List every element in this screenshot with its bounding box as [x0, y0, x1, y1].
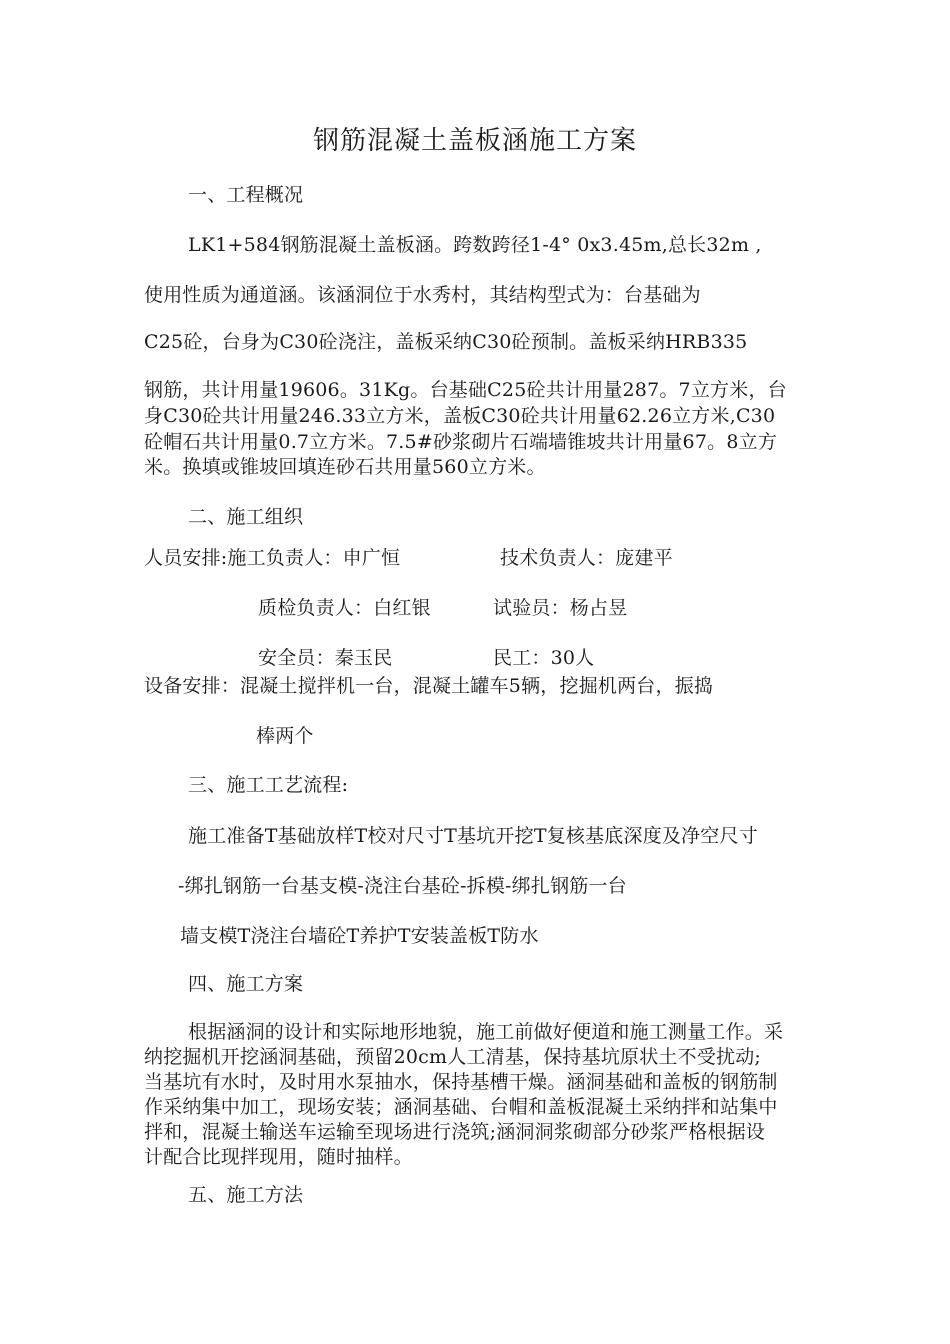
plan-line-5: 拌和，混凝土输送车运输至现场进行浇筑;涵洞洞浆砌部分砂浆严格根据设 [144, 1121, 766, 1143]
document-title: 钢筋混凝土盖板涵施工方案 [312, 126, 637, 156]
process-line-1: 施工准备T基础放样T校对尺寸T基坑开挖T复核基底深度及净空尺寸 [188, 825, 758, 847]
overview-line-4: 钢筋，共计用量19606。31Kg。台基础C25砼共计用量287。7立方米，台 [144, 379, 787, 401]
plan-line-1: 根据涵洞的设计和实际地形地貌，施工前做好便道和施工测量工作。采 [188, 1021, 784, 1043]
workers: 民工：30人 [493, 647, 595, 669]
tester: 试验员：杨占昱 [493, 597, 628, 619]
staff-arrangement-label: 人员安排:施工负责人：申广恒 [144, 547, 401, 569]
overview-line-6: 砼帽石共计用量0.7立方米。7.5#砂浆砌片石端墙锥坡共计用量67。8立方 [144, 431, 778, 453]
overview-line-1: LK1+584钢筋混凝土盖板涵。跨数跨径1-4° 0x3.45m,总长32m , [188, 234, 762, 256]
overview-line-7: 米。换填或锥坡回填连砂石共用量560立方米。 [144, 456, 546, 478]
plan-line-6: 计配合比现拌现用，随时抽样。 [144, 1146, 413, 1168]
tech-lead: 技术负责人：庞建平 [500, 547, 673, 569]
section-heading-process: 三、施工工艺流程: [188, 774, 349, 796]
equipment-line-2: 棒两个 [256, 725, 314, 747]
equipment-line-1: 设备安排：混凝土搅拌机一台，混凝土罐车5辆，挖掘机两台，振捣 [144, 675, 714, 697]
overview-line-2: 使用性质为通道涵。该涵洞位于水秀村，其结构型式为：台基础为 [144, 284, 701, 306]
process-line-2: -绑扎钢筋一台基支模-浇注台基砼-拆模-绑扎钢筋一台 [178, 875, 627, 897]
section-heading-organization: 二、施工组织 [188, 506, 304, 528]
section-heading-plan: 四、施工方案 [188, 973, 304, 995]
section-heading-overview: 一、工程概况 [188, 184, 304, 206]
plan-line-2: 纳挖掘机开挖涵洞基础，预留20cm人工清基，保持基坑原状土不受扰动; [144, 1046, 762, 1068]
process-line-3: 墙支模T浇注台墙砼T养护T安装盖板T防水 [180, 925, 539, 947]
section-heading-method: 五、施工方法 [188, 1184, 304, 1206]
plan-line-3: 当基坑有水时，及时用水泵抽水，保持基槽干燥。涵洞基础和盖板的钢筋制 [144, 1071, 778, 1093]
qc-lead: 质检负责人：白红银 [258, 597, 431, 619]
overview-line-5: 身C30砼共计用量246.33立方米，盖板C30砼共计用量62.26立方米,C30 [144, 405, 776, 427]
overview-line-3: C25砼，台身为C30砼浇注，盖板采纳C30砼预制。盖板采纳HRB335 [144, 331, 748, 353]
safety-officer: 安全员：秦玉民 [258, 647, 393, 669]
plan-line-4: 作采纳集中加工，现场安装；涵洞基础、台帽和盖板混凝土采纳拌和站集中 [144, 1096, 778, 1118]
